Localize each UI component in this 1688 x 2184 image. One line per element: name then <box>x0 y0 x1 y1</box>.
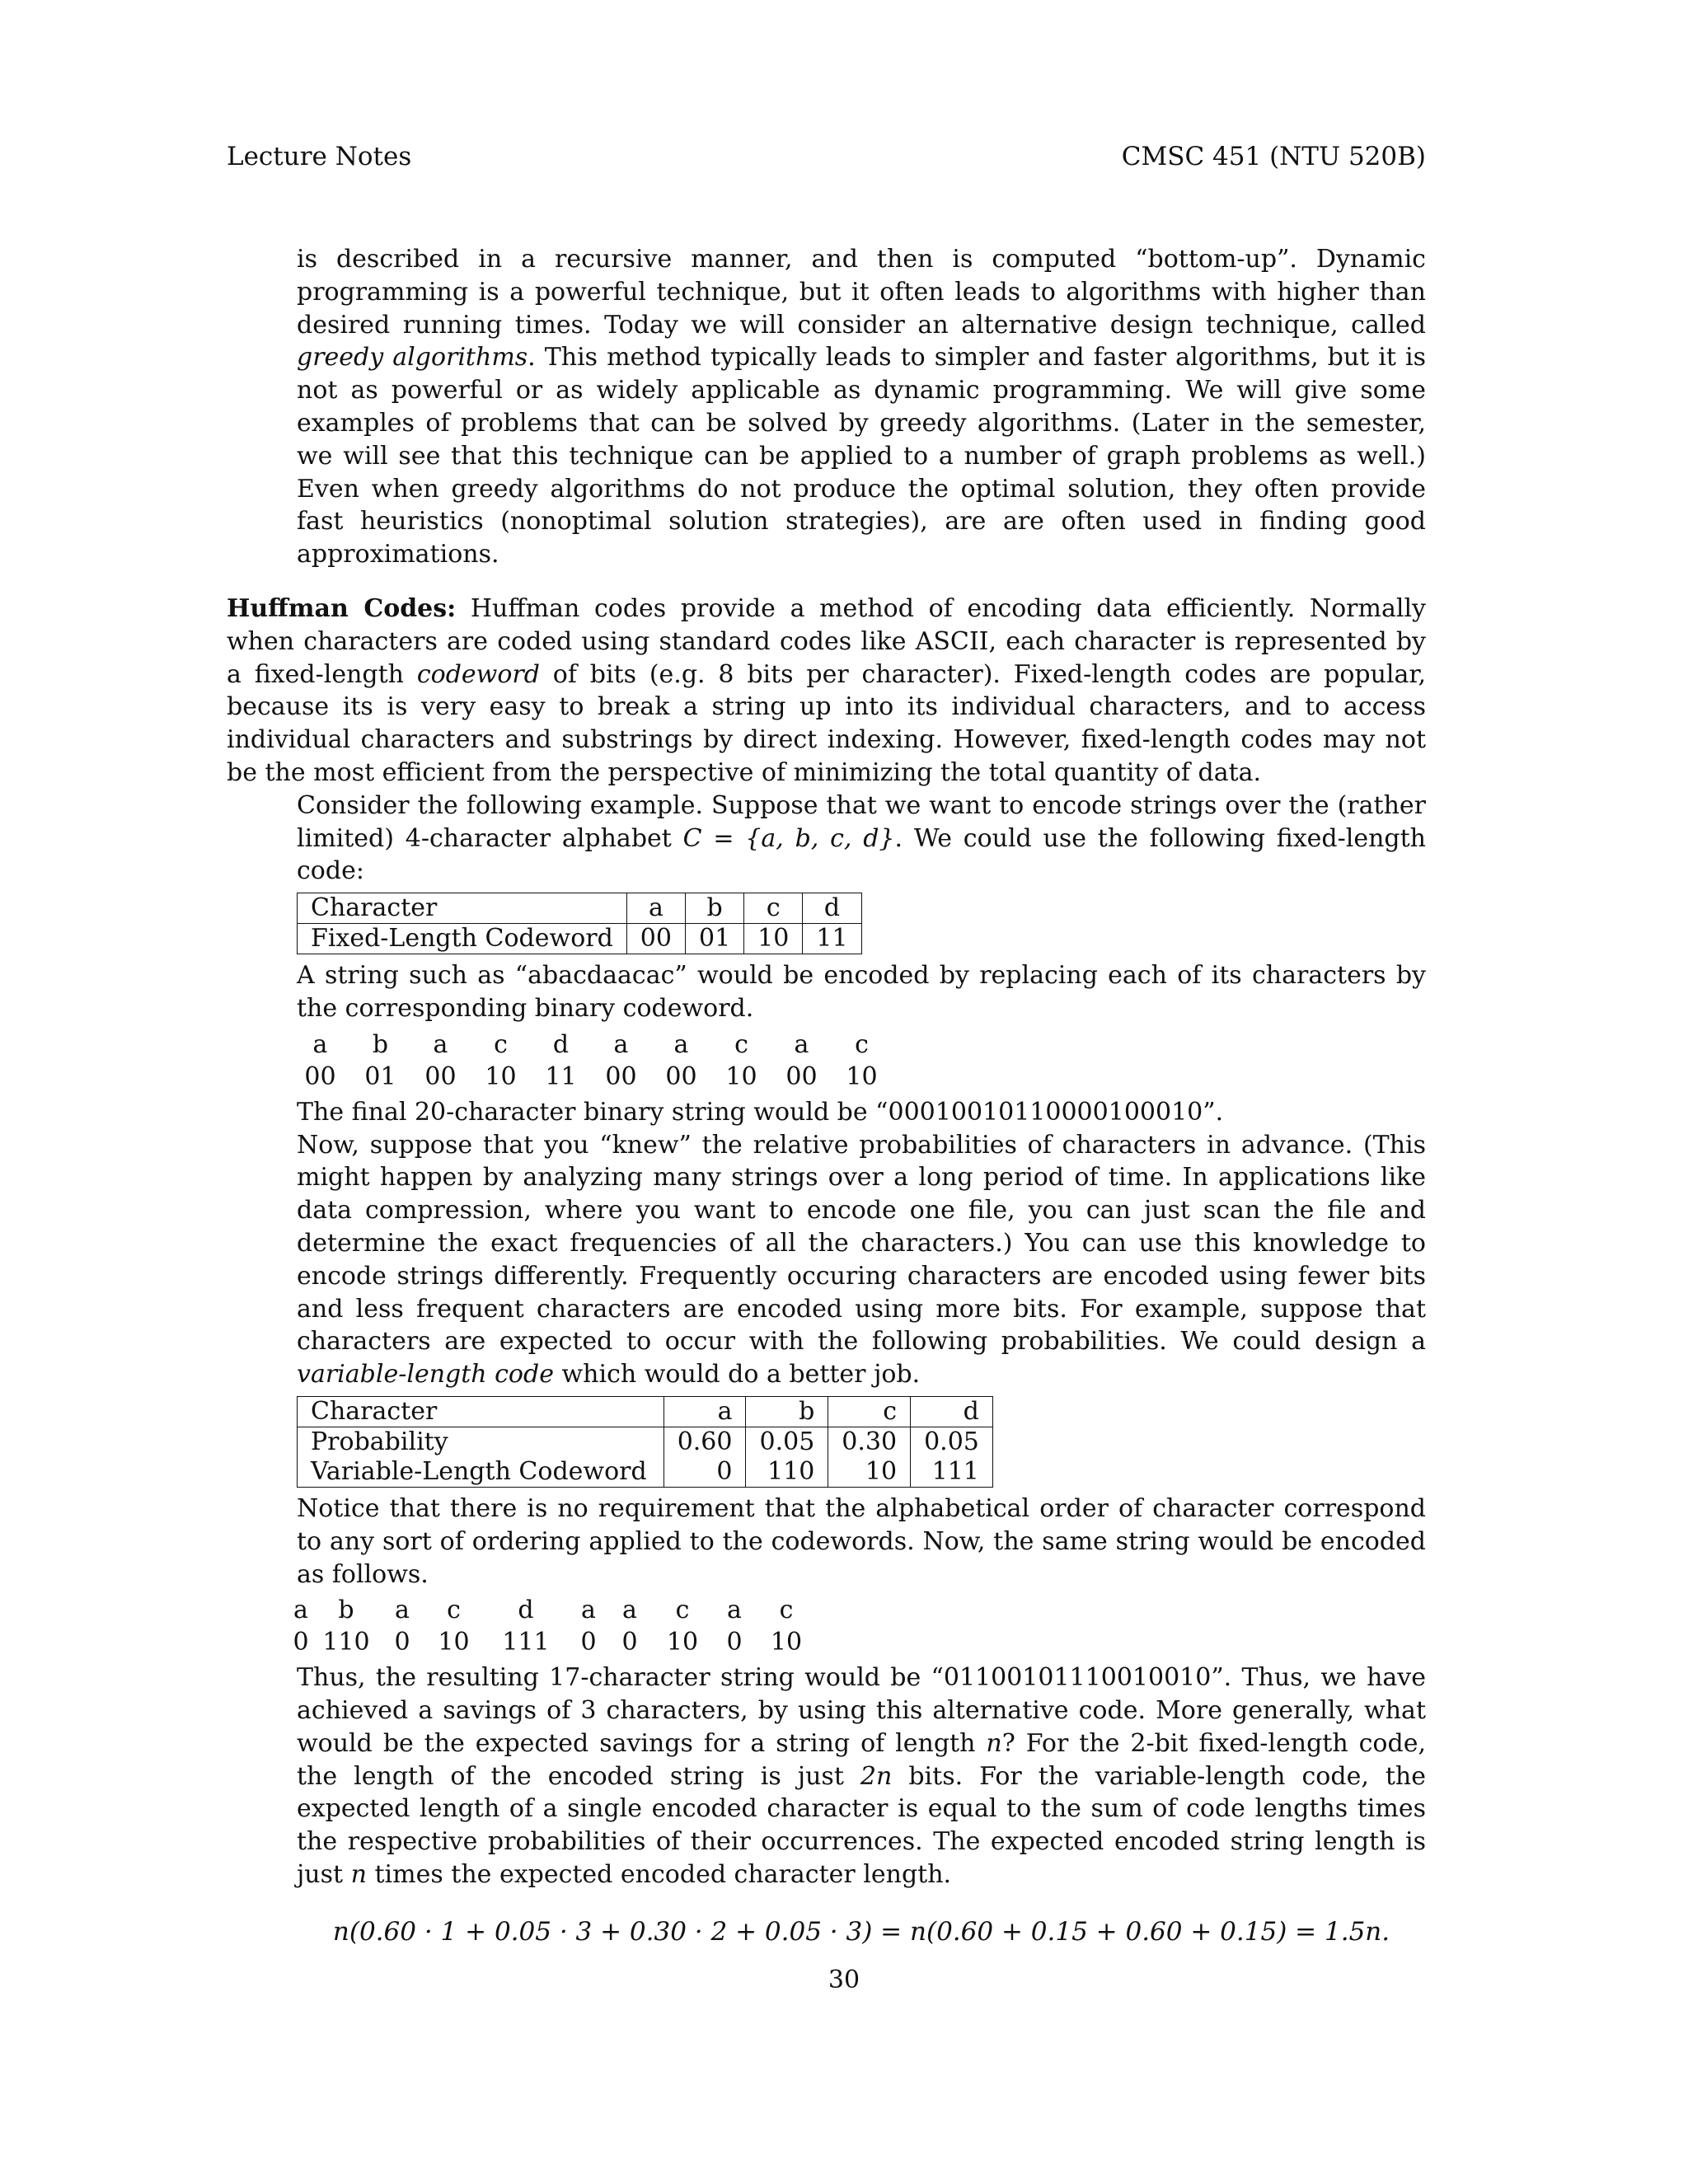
huffman-text-7c: bits. For the variable-length code, the expected length of a single encoded character is equal to the sum of code lengths times the respective probabilities of their occurrences. The expected encoded string length is just <box>297 1761 1427 1890</box>
table-cell: 10 <box>744 924 803 954</box>
table-row <box>298 924 862 954</box>
sequence-char: a <box>293 1596 308 1625</box>
sequence-char: d <box>518 1596 534 1625</box>
fixed-length-table <box>297 893 862 954</box>
sequence-code: 00 <box>665 1062 697 1091</box>
table-cell: c <box>744 893 803 924</box>
huffman-paragraph-3: A string such as “abacdaacac” would be encoded by replacing each of its characters by the corresponding binary codeword. <box>297 961 1426 1023</box>
expected-length-equation: n(0.60 · 1 + 0.05 · 3 + 0.30 · 2 + 0.05 · 3) = n(0.60 + 0.15 + 0.60 + 0.15) = 1.5n. <box>332 1916 1390 1947</box>
huffman-text-5b: which would do a better job. <box>553 1360 921 1390</box>
table-cell: Character <box>298 1396 664 1427</box>
variable-length-table <box>297 1396 993 1488</box>
sequence-code: 10 <box>770 1628 803 1657</box>
huffman-text-1a: Huffman codes provide a method of encoding data efficiently. Normally when characters are coded using standard codes like ASCII, each character is represented by a fixed-length <box>227 593 1426 689</box>
sequence-char: a <box>395 1596 410 1625</box>
sequence-char: a <box>433 1029 448 1059</box>
table-row <box>298 1396 993 1427</box>
sequence-code: 110 <box>322 1628 370 1657</box>
sequence-char: a <box>727 1596 742 1625</box>
huffman-paragraph-2 <box>297 790 1426 888</box>
sequence-char: d <box>552 1029 570 1059</box>
table-cell: Probability <box>298 1427 664 1457</box>
sequence-char: c <box>855 1029 869 1059</box>
sequence-code: 01 <box>364 1062 396 1091</box>
intro-paragraph <box>297 243 1426 571</box>
sequence-char: a <box>622 1596 637 1625</box>
intro-emphasis: greedy algorithms <box>297 343 528 373</box>
huffman-paragraph-6: Notice that there is no requirement that the alphabetical order of character correspond to any sort of ordering applied to the codewords. Now, the same string would be encoded as follows. <box>297 1493 1426 1589</box>
sequence-char: a <box>581 1596 596 1625</box>
intro-text-1: is described in a recursive manner, and then is computed “bottom-up”. Dynamic programming is a powerful technique, but it often leads to algorithms with higher than desired running times. Today we will consider an alternative design technique, called <box>297 245 1426 340</box>
sequence-char: c <box>779 1596 794 1625</box>
sequence-char: a <box>673 1029 689 1059</box>
huffman-text-7a: Thus, the resulting 17-character string would be “01100101110010010”. Thus, we have achieved a savings of 3 characters, by using this alternative code. More generally, what would be the expected savings for a string of length <box>297 1663 1426 1758</box>
math-n: n <box>350 1860 367 1890</box>
table-cell: 111 <box>911 1457 993 1488</box>
variable-length-emphasis: variable-length code <box>297 1360 554 1390</box>
sequence-code: 10 <box>666 1628 699 1657</box>
table-cell: Variable-Length Codeword <box>298 1457 664 1488</box>
sequence-char: c <box>734 1029 748 1059</box>
huffman-text-7d: times the expected encoded character length. <box>366 1860 952 1890</box>
sequence-code: 10 <box>485 1062 517 1091</box>
alphabet-math: C = {a, b, c, d} <box>682 823 895 853</box>
running-header-left: Lecture Notes <box>227 142 412 171</box>
table-cell: a <box>626 893 685 924</box>
fixed-encoding-sequence <box>290 1029 892 1093</box>
huffman-text-2b: . We could use the following fixed-length code: <box>297 823 1426 886</box>
table-cell: 10 <box>828 1457 911 1488</box>
table-cell: 0.30 <box>828 1427 911 1457</box>
table-cell: d <box>803 893 861 924</box>
sequence-code: 10 <box>438 1628 470 1657</box>
sequence-code: 10 <box>846 1062 878 1091</box>
table-cell: 00 <box>626 924 685 954</box>
table-cell: Character <box>298 893 627 924</box>
huffman-paragraph-4: The final 20-character binary string would be “00010010110000100010”. <box>297 1097 1224 1127</box>
huffman-paragraph-7 <box>297 1661 1426 1891</box>
variable-encoding-sequence <box>290 1594 1426 1658</box>
running-header-right: CMSC 451 (NTU 520B) <box>1121 142 1426 171</box>
sequence-code: 0 <box>621 1628 638 1657</box>
codeword-emphasis: codeword <box>416 659 540 689</box>
sequence-code: 00 <box>424 1062 457 1091</box>
sequence-char: b <box>338 1596 354 1625</box>
huffman-section <box>227 593 1427 1949</box>
huffman-text-2a: Consider the following example. Suppose that we want to encode strings over the (rather limited) 4-character alphabet <box>297 790 1426 853</box>
sequence-code: 0 <box>726 1628 743 1657</box>
table-row <box>298 893 862 924</box>
table-row <box>298 1457 993 1488</box>
huffman-paragraph-1 <box>227 593 1426 790</box>
table-cell: 0.05 <box>746 1427 828 1457</box>
sequence-code: 0 <box>293 1628 309 1657</box>
sequence-code: 00 <box>785 1062 818 1091</box>
sequence-code: 00 <box>304 1062 336 1091</box>
huffman-text-1b: of bits (e.g. 8 bits per character). Fixed-length codes are popular, because its is very easy to break a string up into its individual characters, and to access individual characters and substrings by direct indexing. However, fixed-length codes may not be the most efficient from the perspective of minimizing the total quantity of data. <box>227 659 1426 787</box>
sequence-char: a <box>613 1029 629 1059</box>
sequence-char: a <box>312 1029 328 1059</box>
huffman-paragraph-5 <box>297 1129 1426 1391</box>
table-cell: 0.60 <box>663 1427 746 1457</box>
table-cell: d <box>911 1396 993 1427</box>
huffman-text-5a: Now, suppose that you “knew” the relative probabilities of characters in advance. (This might happen by analyzing many strings over a long period of time. In applications like data compression, where you want to encode one file, you can just scan the file and determine the exact frequencies of all the characters.) You can use this knowledge to encode strings differently. Frequently occuring characters are encoded using fewer bits and less frequent characters are encoded using more bits. For example, suppose that characters are expected to occur with the following probabilities. We could design a <box>297 1130 1426 1357</box>
table-cell: b <box>746 1396 828 1427</box>
intro-text-2: . This method typically leads to simpler and faster algorithms, but it is not as powerful or as widely applicable as dynamic programming. We will give some examples of problems that can be solved by greedy algorithms. (Later in the semester, we will see that this technique can be applied to a number of graph problems as well.) Even when greedy algorithms do not produce the optimal solution, they often provide fast heuristics (nonoptimal solution strategies), are are often used in finding good approximations. <box>297 343 1426 569</box>
section-title: Huffman Codes: <box>227 593 457 623</box>
math-n: n <box>986 1728 1002 1758</box>
math-2n: 2n <box>860 1761 893 1791</box>
sequence-code: 11 <box>545 1062 577 1091</box>
huffman-text-7b: ? For the 2-bit fixed-length code, the length of the encoded string is just <box>297 1728 1426 1791</box>
sequence-char: b <box>372 1029 389 1059</box>
sequence-code: 0 <box>394 1628 410 1657</box>
table-cell: 0.05 <box>911 1427 993 1457</box>
sequence-code: 0 <box>580 1628 597 1657</box>
table-cell: a <box>663 1396 746 1427</box>
page-number: 30 <box>828 1966 860 1994</box>
table-cell: b <box>685 893 743 924</box>
sequence-char: c <box>675 1596 690 1625</box>
table-row <box>298 1427 993 1457</box>
sequence-char: c <box>447 1596 461 1625</box>
sequence-code: 111 <box>502 1628 550 1657</box>
table-cell: 110 <box>746 1457 828 1488</box>
sequence-char: c <box>494 1029 508 1059</box>
sequence-code: 10 <box>725 1062 757 1091</box>
table-cell: 01 <box>685 924 743 954</box>
table-cell: c <box>828 1396 911 1427</box>
table-cell: 11 <box>803 924 861 954</box>
table-cell: 0 <box>663 1457 746 1488</box>
sequence-char: a <box>794 1029 809 1059</box>
body-text <box>227 243 1427 1949</box>
table-cell: Fixed-Length Codeword <box>298 924 627 954</box>
sequence-code: 00 <box>605 1062 637 1091</box>
